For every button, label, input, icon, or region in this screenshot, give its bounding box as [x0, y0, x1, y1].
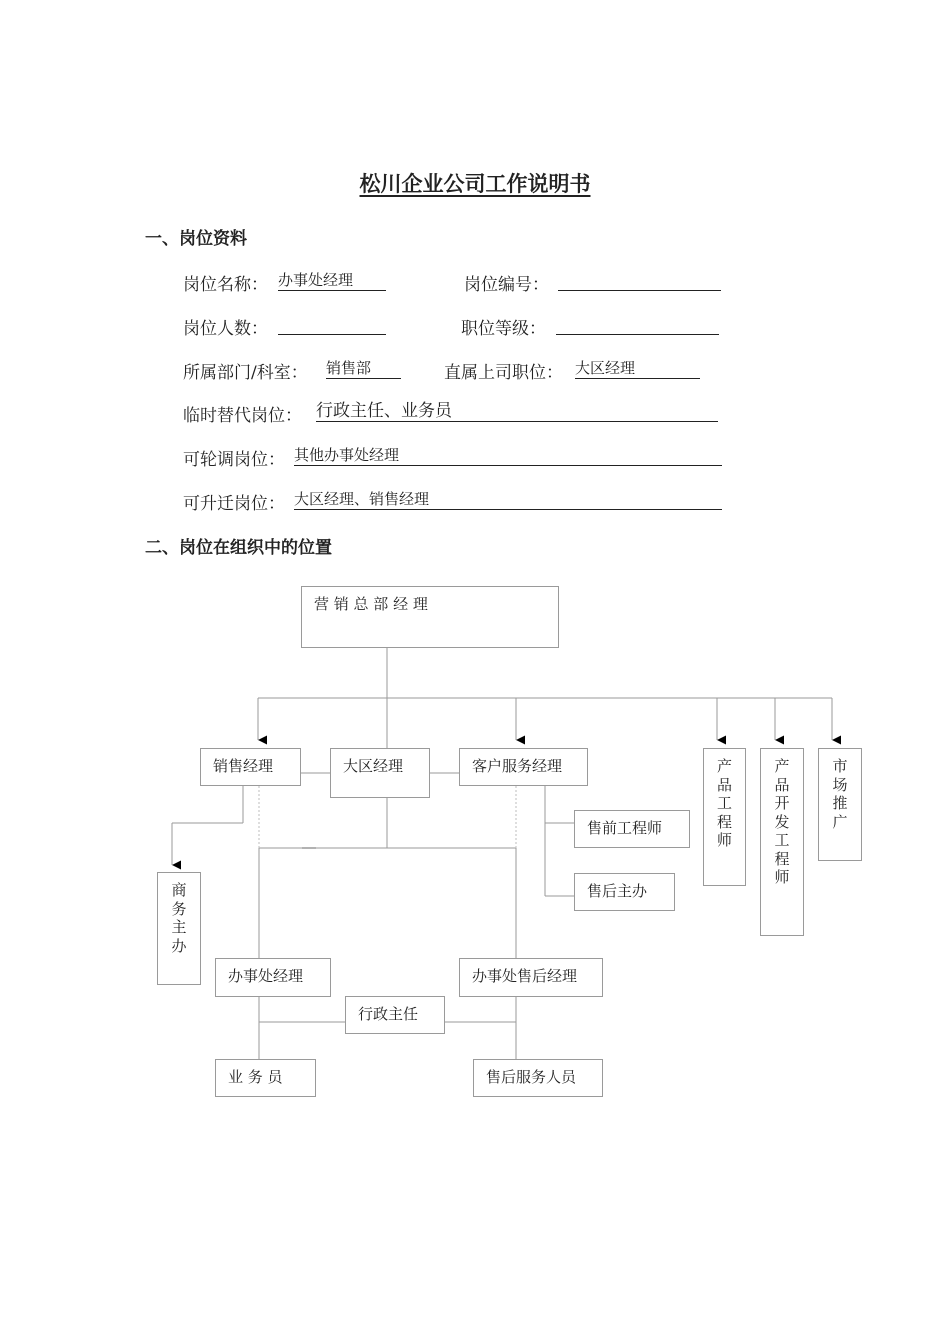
org-node-label: 业 务 员 [228, 1068, 283, 1086]
org-node-presales-engineer [574, 810, 690, 848]
org-node-label: 市场推广 [832, 757, 848, 831]
headcount-label: 岗位人数： [183, 319, 268, 339]
org-node-label: 客户服务经理 [472, 757, 563, 775]
org-node-label: 办事处售后经理 [472, 967, 578, 985]
promotion-label: 可升迁岗位： [183, 494, 285, 514]
position-no-label: 岗位编号： [464, 275, 549, 295]
org-node-cs-manager [459, 748, 588, 786]
dept-label: 所属部门/科室： [183, 363, 308, 383]
org-node-aftersales-supervisor [574, 873, 675, 911]
org-node-label: 营 销 总 部 经 理 [314, 595, 428, 613]
org-node-sales-manager [200, 748, 301, 786]
org-node-label: 售后主办 [587, 882, 648, 900]
org-node-aftersales-staff [473, 1059, 603, 1097]
section-heading-org-position: 二、岗位在组织中的位置 [145, 538, 332, 558]
org-node-office-manager [215, 958, 331, 997]
supervisor-label: 直属上司职位： [444, 363, 563, 383]
document-title: 松川企业公司工作说明书 [359, 172, 591, 196]
org-node-office-aftersales-manager [459, 958, 603, 997]
org-node-product-engineer [703, 748, 746, 886]
rotation-label: 可轮调岗位： [183, 450, 285, 470]
grade-label: 职位等级： [461, 319, 546, 339]
org-node-salesperson [215, 1059, 316, 1097]
org-node-marketing [818, 748, 862, 861]
section-heading-job-info: 一、岗位资料 [145, 229, 247, 249]
org-node-label: 产品工程师 [716, 757, 732, 849]
org-node-label: 售前工程师 [587, 819, 663, 837]
org-node-label: 办事处经理 [228, 967, 304, 985]
org-node-marketing-hq-manager [301, 586, 559, 648]
org-node-business-supervisor [157, 872, 201, 985]
org-node-label: 行政主任 [358, 1005, 419, 1023]
supervisor-value: 大区经理 [575, 359, 636, 377]
org-node-product-dev-engineer [760, 748, 804, 936]
substitute-label: 临时替代岗位： [183, 406, 302, 426]
org-node-label: 售后服务人员 [486, 1068, 577, 1086]
org-node-label: 大区经理 [343, 757, 404, 775]
org-node-admin-supervisor [345, 996, 445, 1034]
promotion-value: 大区经理、销售经理 [294, 490, 430, 508]
position-name-label: 岗位名称： [183, 275, 268, 295]
rotation-value: 其他办事处经理 [294, 446, 400, 464]
position-name-value: 办事处经理 [278, 271, 354, 289]
org-node-label: 产品开发工程师 [774, 757, 790, 886]
org-node-label: 销售经理 [213, 757, 274, 775]
org-node-regional-manager [330, 748, 430, 798]
substitute-value: 行政主任、业务员 [316, 401, 452, 421]
org-node-label: 商务主办 [171, 881, 187, 955]
dept-value: 销售部 [326, 359, 372, 377]
